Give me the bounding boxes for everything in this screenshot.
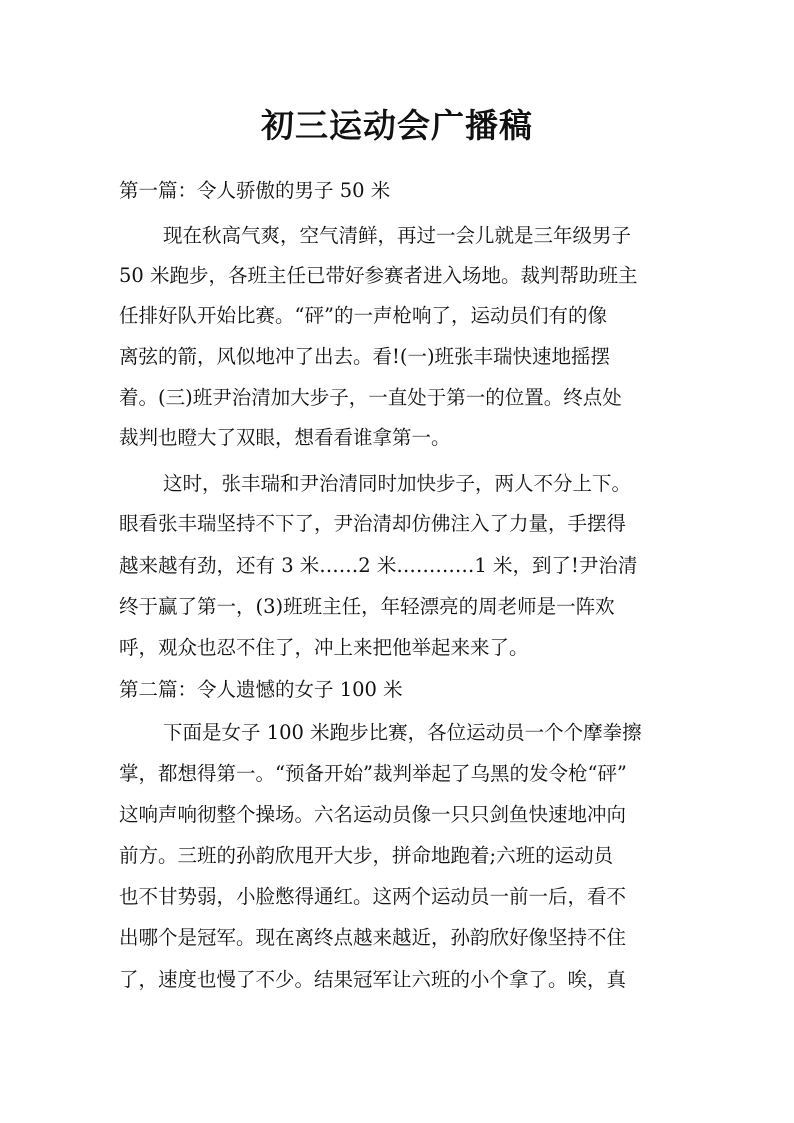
paragraph-line: 出哪个是冠军。现在离终点越来越近，孙韵欣好像坚持不住 — [119, 926, 627, 949]
paragraph-line: 离弦的箭，风似地冲了出去。看!(一)班张丰瑞快速地摇摆 — [119, 345, 611, 368]
paragraph-line: 越来越有劲，还有 3 米……2 米…………1 米，到了!尹治清 — [119, 554, 638, 577]
paragraph-line: 这时，张丰瑞和尹治清同时加快步子，两人不分上下。 — [163, 472, 632, 495]
paragraph-line: 前方。三班的孙韵欣甩开大步，拼命地跑着;六班的运动员 — [119, 844, 614, 867]
paragraph-line: 终于赢了第一，(3)班班主任，年轻漂亮的周老师是一阵欢 — [119, 595, 615, 618]
paragraph-line: 裁判也瞪大了双眼，想看看谁拿第一。 — [119, 426, 451, 449]
paragraph-line: 这响声响彻整个操场。六名运动员像一只只剑鱼快速地冲向 — [119, 803, 627, 826]
paragraph-line: 也不甘势弱，小脸憋得通红。这两个运动员一前一后，看不 — [119, 885, 627, 908]
paragraph-line: 现在秋高气爽，空气清鲜，再过一会儿就是三年级男子 — [163, 224, 632, 247]
paragraph-line: 掌，都想得第一。“预备开始”裁判举起了乌黑的发令枪“砰” — [119, 762, 627, 785]
paragraph-line: 下面是女子 100 米跑步比赛，各位运动员一个个摩拳擦 — [163, 721, 642, 744]
section-heading: 第一篇：令人骄傲的男子 50 米 — [119, 179, 391, 202]
paragraph-line: 50 米跑步，各班主任已带好参赛者进入场地。裁判帮助班主 — [119, 264, 638, 287]
document-title: 初三运动会广播稿 — [261, 106, 533, 145]
section-heading: 第二篇：令人遗憾的女子 100 米 — [119, 678, 403, 701]
paragraph-line: 眼看张丰瑞坚持不下了，尹治清却仿佛注入了力量，手摆得 — [119, 512, 627, 535]
paragraph-line: 呼，观众也忍不住了，冲上来把他举起来来了。 — [119, 636, 529, 659]
paragraph-line: 了，速度也慢了不少。结果冠军让六班的小个拿了。唉，真 — [119, 968, 627, 991]
paragraph-line: 着。(三)班尹治清加大步子，一直处于第一的位置。终点处 — [119, 386, 622, 409]
paragraph-line: 任排好队开始比赛。“砰”的一声枪响了，运动员们有的像 — [119, 304, 607, 327]
